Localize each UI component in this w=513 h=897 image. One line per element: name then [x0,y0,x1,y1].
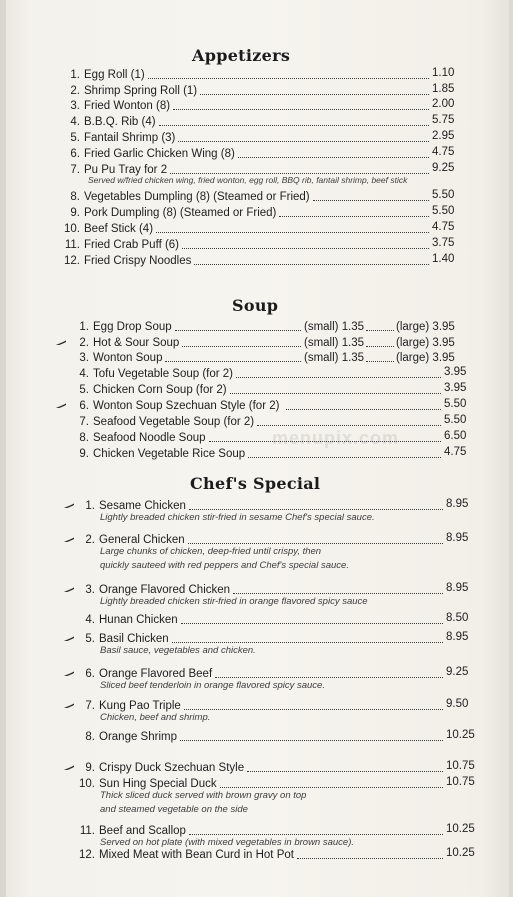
item-name: Tofu Vegetable Soup (for 2) [93,368,234,380]
item-number: 7. [79,416,89,428]
item-number: 2. [79,337,89,349]
chili-pepper-icon [60,670,74,676]
item-description: Large chunks of chicken, deep-fried until crispy, then [100,546,322,557]
item-name: Fantail Shrimp (3) [84,132,176,144]
item-price-large: (large) 3.95 [396,352,455,364]
item-number: 8. [79,432,89,444]
item-name: Wonton Soup Szechuan Style (for 2) [93,400,280,412]
item-number: 2. [85,534,95,546]
chili-pepper-icon [60,764,74,770]
item-number: 6. [79,400,89,412]
item-name: Egg Roll (1) [84,69,145,81]
item-price: 10.25 [446,847,475,859]
item-name: Hot & Sour Soup [93,337,180,349]
menu-item [0,222,513,236]
item-name: Kung Pao Triple [99,700,181,712]
chili-pepper-icon [60,586,74,592]
chili-pepper-icon [60,702,74,708]
item-number: 8. [85,731,95,743]
item-name: Basil Chicken [99,633,169,645]
item-description: Served on hot plate (with mixed vegetables in brown sauce). [100,837,354,848]
soup-title: Soup [232,296,279,315]
item-number: 5. [70,132,80,144]
item-number: 2. [70,85,80,97]
dot-leader [236,376,441,378]
menu-item [0,399,513,413]
item-price-large: (large) 3.95 [396,321,455,333]
item-name: Seafood Noodle Soup [93,432,206,444]
item-description: Lightly breaded chicken stir-fried in sesame Chef's special sauce. [100,512,375,523]
item-name: Orange Shrimp [99,731,177,743]
menu-item [0,730,513,744]
item-description: Sliced beef tenderloin in orange flavored spicy sauce. [100,680,325,691]
item-number: 7. [85,700,95,712]
item-number: 9. [79,448,89,460]
dot-leader [178,140,429,142]
dot-leader [238,156,429,158]
dot-leader [297,857,443,859]
menu-item [0,131,513,145]
item-description: quickly sauteed with red peppers and Chef's special sauce. [100,560,349,571]
item-price: 1.85 [432,83,455,95]
item-name: Beef Stick (4) [84,223,154,235]
item-price: 5.50 [432,205,455,217]
item-price: 6.50 [444,430,467,442]
item-price: 3.75 [432,237,455,249]
item-number: 4. [79,368,89,380]
menu-item [0,632,513,646]
item-number: 9. [85,762,95,774]
item-price-small: (small) 1.35 [304,321,365,333]
dot-leader [148,77,429,79]
item-number: 9. [70,207,80,219]
item-name: Shrimp Spring Roll (1) [84,85,198,97]
dot-leader [200,93,429,95]
dot-leader [248,456,441,458]
item-name: Crispy Duck Szechuan Style [99,762,245,774]
item-name: Orange Flavored Chicken [99,584,231,596]
item-price: 5.50 [444,398,467,410]
item-price: 3.95 [444,382,467,394]
menu-item [0,336,513,350]
menu-item [0,699,513,713]
item-name: Fried Crab Puff (6) [84,239,180,251]
dot-leader [247,770,443,772]
item-price: 2.00 [432,98,455,110]
item-name: Mixed Meat with Bean Curd in Hot Pot [99,849,294,861]
item-name: Seafood Vegetable Soup (for 2) [93,416,255,428]
menu-item [0,367,513,381]
dot-leader [189,833,443,835]
menu-item [0,447,513,461]
item-number: 3. [85,584,95,596]
dot-leader [220,786,443,788]
menu-item [0,238,513,252]
item-number: 10. [64,223,80,235]
item-number: 5. [79,384,89,396]
menu-item [0,431,513,445]
dot-leader [189,508,443,510]
item-price: 2.95 [432,130,455,142]
chili-pepper-icon [60,502,74,508]
chefs-special-title: Chef's Special [190,474,321,493]
menu-item [0,583,513,597]
item-price: 3.95 [444,366,467,378]
item-number: 10. [79,778,95,790]
dot-leader [279,215,429,217]
menu-item [0,147,513,161]
item-price: 10.75 [446,776,475,788]
item-number: 6. [85,668,95,680]
item-name: Wonton Soup [93,352,163,364]
dot-leader [172,641,443,643]
dot-leader [194,263,429,265]
menu-item [0,115,513,129]
menu-item [0,254,513,268]
item-price: 4.75 [444,446,467,458]
dot-leader [173,108,429,110]
menu-item [0,84,513,98]
item-price: 8.95 [446,498,469,510]
item-price: 4.75 [432,221,455,233]
item-number: 11. [79,825,95,837]
item-number: 8. [70,191,80,203]
item-number: 3. [79,352,89,364]
dot-leader [182,345,301,347]
item-number: 12. [79,849,95,861]
menu-item [0,99,513,113]
menu-item [0,206,513,220]
item-description: Served w/fried chicken wing, fried wonton, egg roll, BBQ rib, fantail shrimp, beef stick [88,175,408,185]
chili-pepper-icon [60,635,74,641]
item-name: Orange Flavored Beef [99,668,213,680]
menu-item [0,533,513,547]
menu-item [0,499,513,513]
item-price: 10.25 [446,729,475,741]
item-price: 1.40 [432,253,455,265]
item-price: 5.50 [444,414,467,426]
item-description: Thick sliced duck served with brown gravy on top [100,790,307,801]
dot-leader [188,542,443,544]
item-description: and steamed vegetable on the side [100,804,248,815]
item-name: Fried Wonton (8) [84,100,171,112]
item-price: 10.75 [446,760,475,772]
item-price-large: (large) 3.95 [396,337,455,349]
dot-leader [159,124,429,126]
menu-item [0,613,513,627]
item-name: Beef and Scallop [99,825,186,837]
item-description: Chicken, beef and shrimp. [100,712,211,723]
item-name: Chicken Corn Soup (for 2) [93,384,227,396]
dot-leader [180,739,443,741]
item-price: 8.95 [446,532,469,544]
item-price: 9.25 [432,162,455,174]
dot-leader [230,392,441,394]
chili-pepper-icon [52,339,66,345]
item-number: 1. [85,500,95,512]
dot-leader [175,329,301,331]
item-price-small: (small) 1.35 [304,337,365,349]
item-number: 12. [64,255,80,267]
dot-leader [313,199,429,201]
item-name: Sun Hing Special Duck [99,778,217,790]
menu-item [0,824,513,838]
dot-leader [209,440,441,442]
item-number: 7. [70,164,80,176]
item-name: Egg Drop Soup [93,321,172,333]
item-name: Hunan Chicken [99,614,178,626]
dot-leader [170,172,429,174]
item-number: 5. [85,633,95,645]
item-price: 10.25 [446,823,475,835]
dot-leader [156,231,429,233]
item-number: 4. [70,116,80,128]
item-name: Pork Dumpling (8) (Steamed or Fried) [84,207,277,219]
dot-leader [366,345,394,347]
item-name: Sesame Chicken [99,500,186,512]
item-number: 1. [70,69,80,81]
dot-leader [182,247,429,249]
menu-item [0,848,513,862]
chili-pepper-icon [60,536,74,542]
item-name: B.B.Q. Rib (4) [84,116,156,128]
item-price: 5.50 [432,189,455,201]
item-price: 8.50 [446,612,469,624]
dot-leader [286,408,441,410]
item-number: 4. [85,614,95,626]
dot-leader [181,622,443,624]
dot-leader [215,676,443,678]
dot-leader [165,360,301,362]
item-name: General Chicken [99,534,185,546]
menu-item [0,667,513,681]
appetizers-title: Appetizers [192,46,291,65]
item-name: Chicken Vegetable Rice Soup [93,448,246,460]
menu-item [0,68,513,82]
item-price: 8.95 [446,582,469,594]
item-name: Pu Pu Tray for 2 [84,164,168,176]
dot-leader [366,329,394,331]
item-price: 5.75 [432,114,455,126]
item-price: 8.95 [446,631,469,643]
menu-item [0,383,513,397]
menu-item [0,761,513,775]
item-name: Vegetables Dumpling (8) (Steamed or Fried) [84,191,310,203]
dot-leader [257,424,441,426]
item-price-small: (small) 1.35 [304,352,365,364]
menu-item [0,320,513,334]
item-number: 6. [70,148,80,160]
dot-leader [233,592,443,594]
menu-item [0,777,513,791]
watermark: menupix.com [272,428,400,448]
item-number: 1. [79,321,89,333]
item-description: Basil sauce, vegetables and chicken. [100,645,256,656]
dot-leader [184,708,443,710]
dot-leader [366,360,394,362]
item-description: Lightly breaded chicken stir-fried in orange flavored spicy sauce [100,596,368,607]
item-name: Fried Garlic Chicken Wing (8) [84,148,235,160]
item-number: 11. [64,239,80,251]
chili-pepper-icon [52,402,66,408]
menu-item [0,415,513,429]
item-price: 9.50 [446,698,469,710]
item-price: 4.75 [432,146,455,158]
item-name: Fried Crispy Noodles [84,255,192,267]
item-price: 9.25 [446,666,469,678]
menu-item [0,190,513,204]
item-number: 3. [70,100,80,112]
item-price: 1.10 [432,67,455,79]
menu-item [0,351,513,365]
